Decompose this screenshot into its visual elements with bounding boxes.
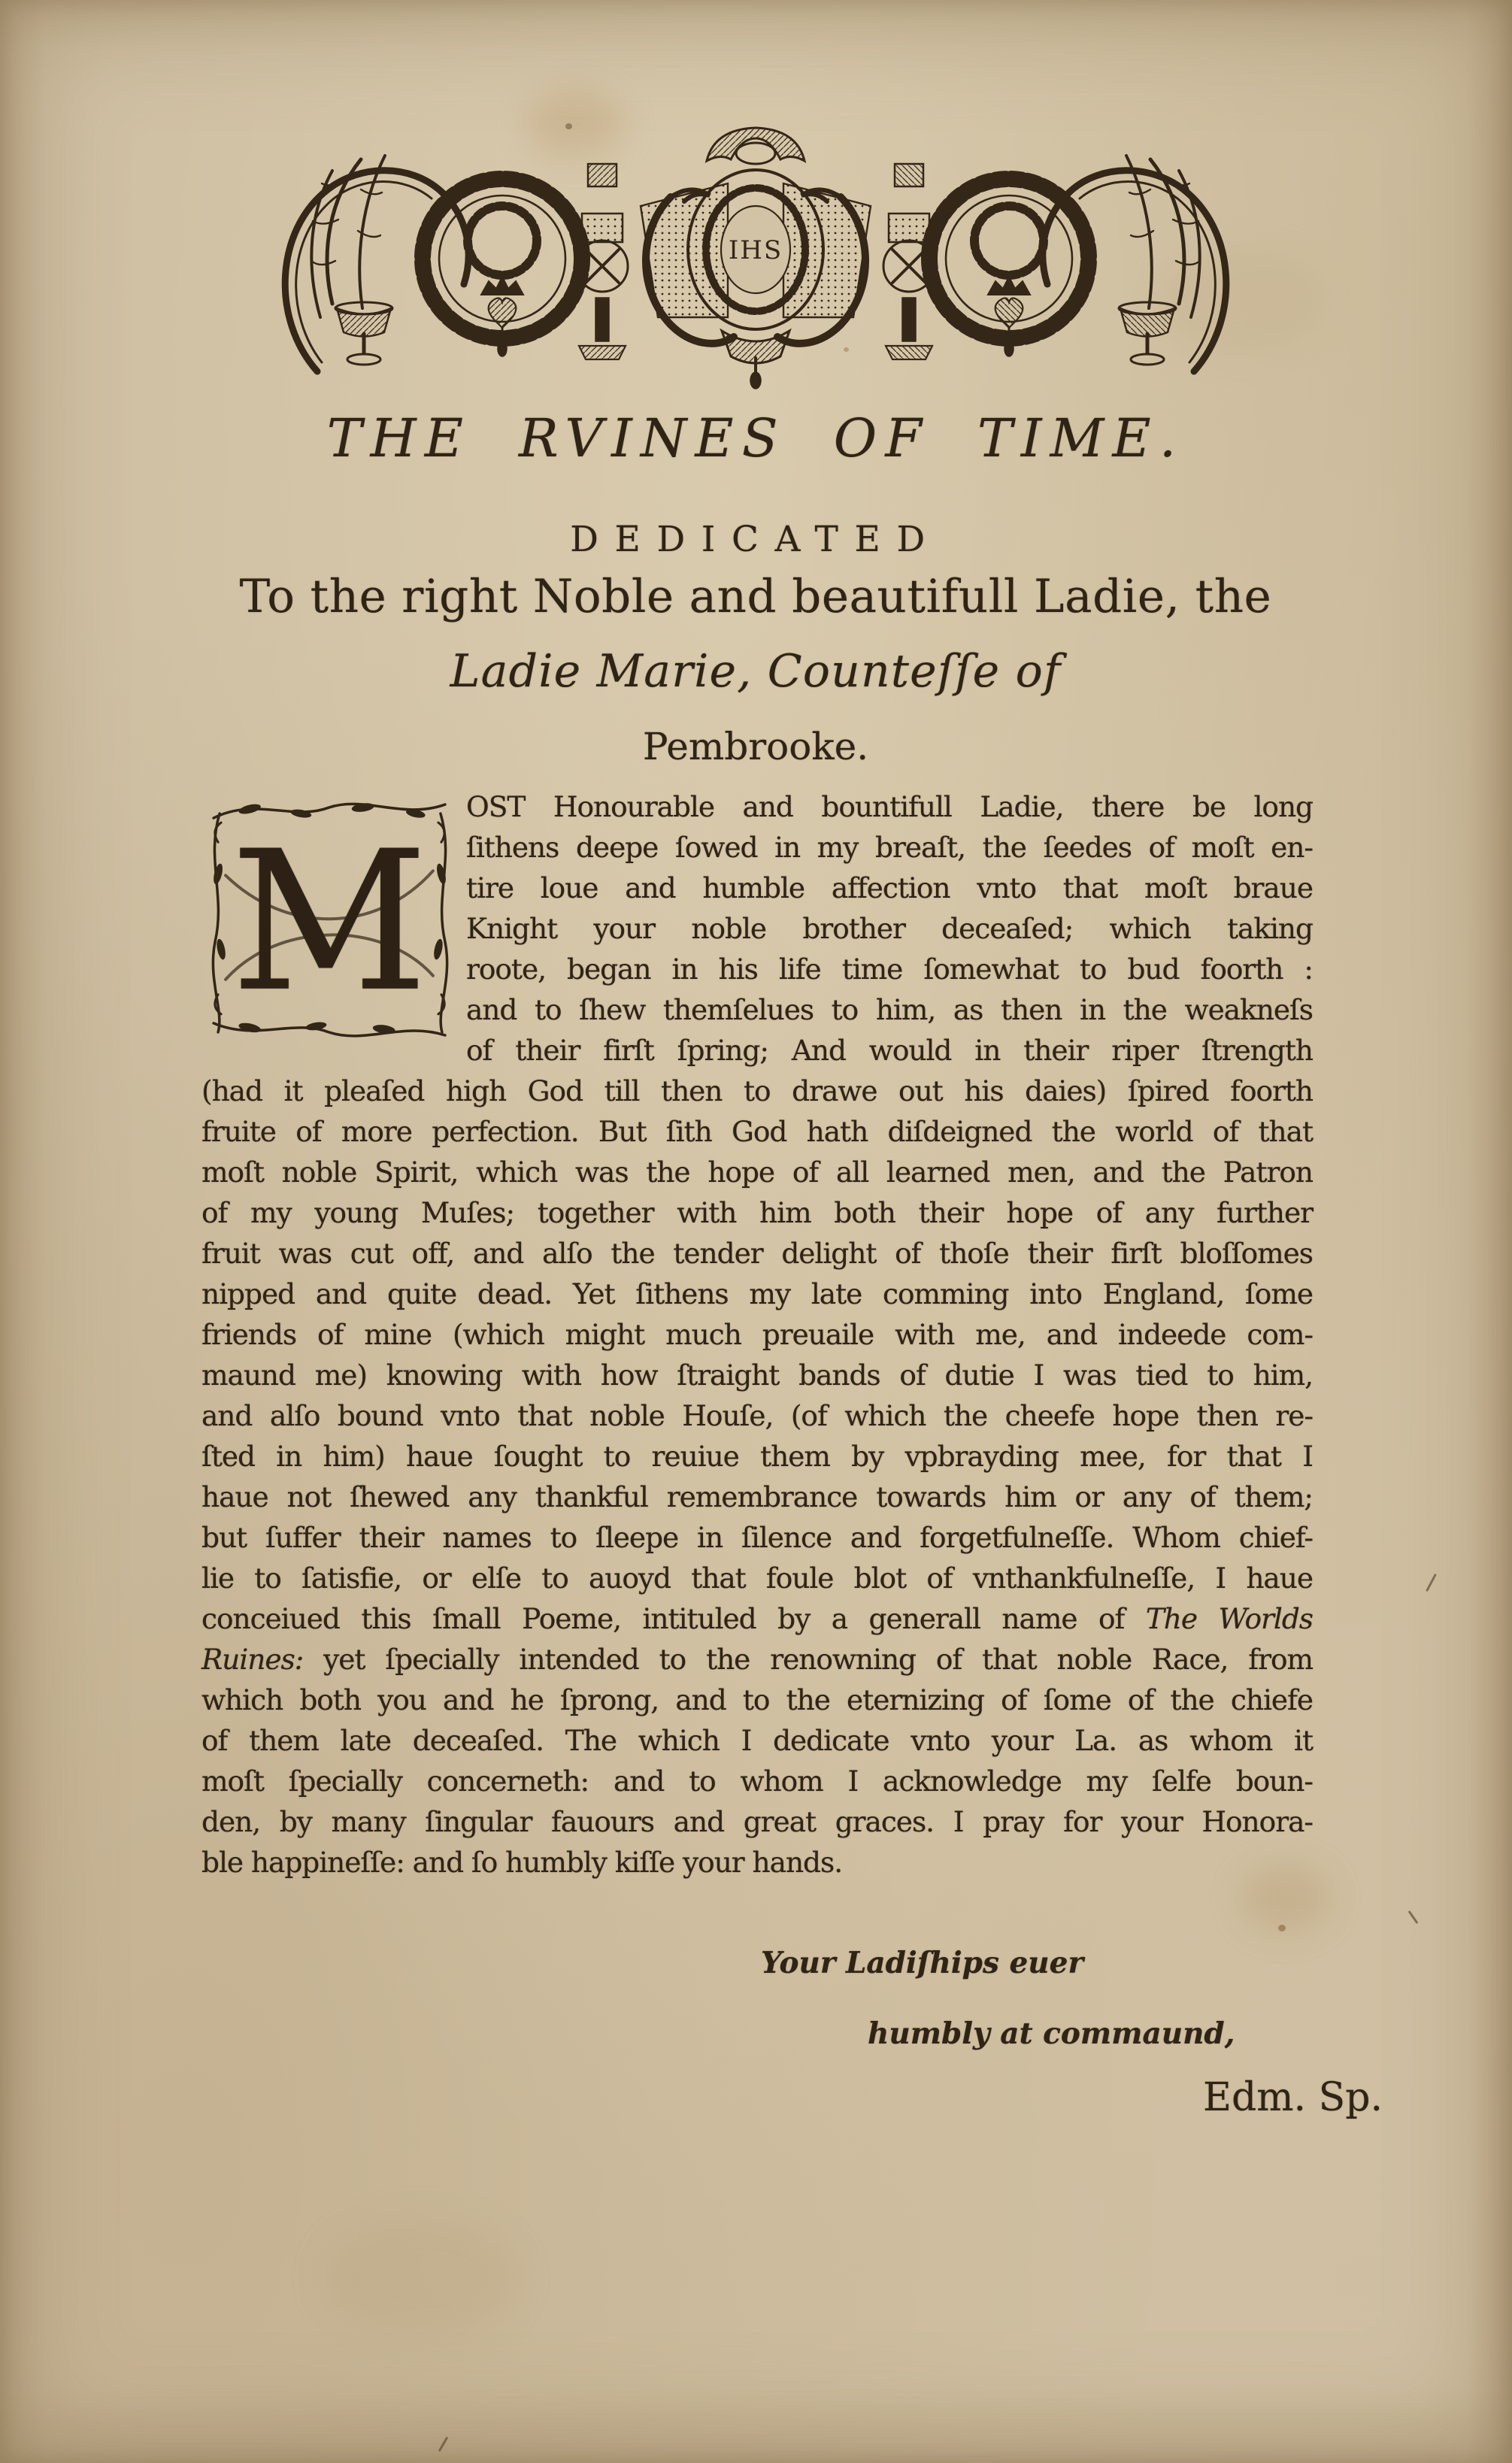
- dedication-line-3: Pembrooke.: [642, 725, 869, 768]
- dedication-epistle: [201, 786, 1313, 1883]
- body-line: [201, 1395, 1313, 1436]
- body-text-segment: ſithens deepe ſowed in my breaſt, the ſeedes of moſt en-: [466, 831, 1313, 864]
- body-line: [201, 1436, 1313, 1477]
- stray-mark: [438, 2437, 449, 2452]
- body-text-segment: fruite of more perfection. But ſith God hath diſdeigned the world of that: [201, 1115, 1313, 1148]
- body-text-segment: fruit was cut off, and alſo the tender delight of thoſe their firſt bloſſomes: [201, 1237, 1313, 1270]
- body-line: [201, 1477, 1313, 1517]
- body-line: [201, 1517, 1313, 1558]
- body-line: [201, 1111, 1313, 1152]
- body-line: [201, 1761, 1313, 1801]
- dedicated-label: DEDICATED: [570, 519, 941, 560]
- body-line: [201, 1233, 1313, 1274]
- body-line: [201, 1680, 1313, 1720]
- body-text-segment: nipped and quite dead. Yet ſithens my late comming into England, ſome: [201, 1277, 1313, 1310]
- headpiece-ornament: [248, 69, 1263, 392]
- body-text-segment: moſt noble Spirit, which was the hope of all learned men, and the Patron: [201, 1156, 1313, 1189]
- body-line: [201, 1842, 1313, 1883]
- body-line: [201, 1274, 1313, 1314]
- stray-mark: [1408, 1910, 1419, 1924]
- body-text-segment: ble happineſſe: and ſo humbly kiſſe your hands.: [201, 1846, 843, 1879]
- body-line: [201, 1192, 1313, 1233]
- body-text-segment: conceiued this ſmall Poeme, intituled by a generall name of: [201, 1602, 1146, 1635]
- body-text-segment: maund me) knowing with how ſtraight bands of dutie I was tied to him,: [201, 1359, 1313, 1392]
- headpiece-monogram: IHS: [728, 235, 783, 265]
- body-text-segment: ſted in him) haue ſought to reuiue them by vpbrayding mee, for that I: [201, 1440, 1313, 1473]
- signature-author: Edm. Sp.: [1203, 2075, 1383, 2120]
- body-line: [201, 1598, 1313, 1639]
- body-text-segment: of my young Muſes; together with him both their hope of any further: [201, 1196, 1313, 1229]
- body-text-segment: friends of mine (which might much preuaile with me, and indeede com-: [201, 1318, 1313, 1351]
- signature-line-2: humbly at commaund,: [868, 2016, 1235, 2051]
- body-text-segment: of them late deceaſed. The which I dedicate vnto your La. as whom it: [201, 1724, 1313, 1757]
- body-text-segment: Knight your noble brother deceaſed; which taking: [466, 912, 1313, 945]
- body-text-segment: tire loue and humble affection vnto that moſt braue: [466, 871, 1313, 904]
- ink-speck: [1278, 1925, 1286, 1931]
- body-line: [201, 1801, 1313, 1842]
- body-text-segment: (had it pleaſed high God till then to drawe out his daies) ſpired foorth: [201, 1074, 1313, 1107]
- body-line: [201, 1558, 1313, 1598]
- body-text-segment: moſt ſpecially concerneth: and to whom I acknowledge my ſelfe boun-: [201, 1765, 1313, 1798]
- body-line: [201, 1152, 1313, 1192]
- body-text-segment: roote, began in his life time ſomewhat to bud foorth :: [466, 953, 1313, 986]
- body-text-segment: and alſo bound vnto that noble Houſe, (of which the cheefe hope then re-: [201, 1399, 1313, 1432]
- body-text-segment: haue not ſhewed any thankful remembrance towards him or any of them;: [201, 1480, 1313, 1513]
- body-line: [201, 1355, 1313, 1395]
- body-text-segment: but ſuffer their names to ſleepe in ſilence and forgetfulneſſe. Whom chief-: [201, 1521, 1313, 1554]
- body-text-segment: OST Honourable and bountifull Ladie, there be long: [466, 790, 1313, 823]
- italic-text-segment: Ruines:: [201, 1643, 304, 1676]
- body-text-segment: yet ſpecially intended to the renowning of that noble Race, from: [303, 1643, 1313, 1676]
- dedication-line-1: To the right Noble and beautifull Ladie, the: [239, 570, 1272, 623]
- body-text-segment: lie to ſatisfie, or elſe to auoyd that foule blot of vnthankfulneſſe, I haue: [201, 1562, 1313, 1595]
- dedication-line-2: Ladie Marie, Counteſſe of: [450, 645, 1062, 698]
- paper-stain: [323, 2218, 519, 2338]
- body-line: [201, 1071, 1313, 1111]
- body-line: [201, 1720, 1313, 1761]
- body-text-segment: den, by many ſingular fauours and great graces. I pray for your Honora-: [201, 1805, 1313, 1838]
- italic-text-segment: The Worlds: [1145, 1602, 1313, 1635]
- body-line: [201, 1639, 1313, 1680]
- body-text-segment: of their firſt ſpring; And would in their riper ſtrength: [466, 1034, 1313, 1067]
- body-line: [201, 1314, 1313, 1355]
- drop-cap-initial-woodcut: [203, 791, 456, 1044]
- stray-mark: [1426, 1574, 1437, 1592]
- body-text-segment: and to ſhew themſelues to him, as then in the weakneſs: [466, 993, 1313, 1026]
- page-title: THE RVINES OF TIME.: [326, 407, 1185, 469]
- drop-cap-letter: M: [230, 809, 428, 1035]
- body-text-segment: which both you and he ſprong, and to the eternizing of ſome of the chiefe: [201, 1683, 1313, 1716]
- drop-cap-block: [201, 786, 466, 1065]
- signature-line-1: Your Ladiſhips euer: [761, 1946, 1083, 1980]
